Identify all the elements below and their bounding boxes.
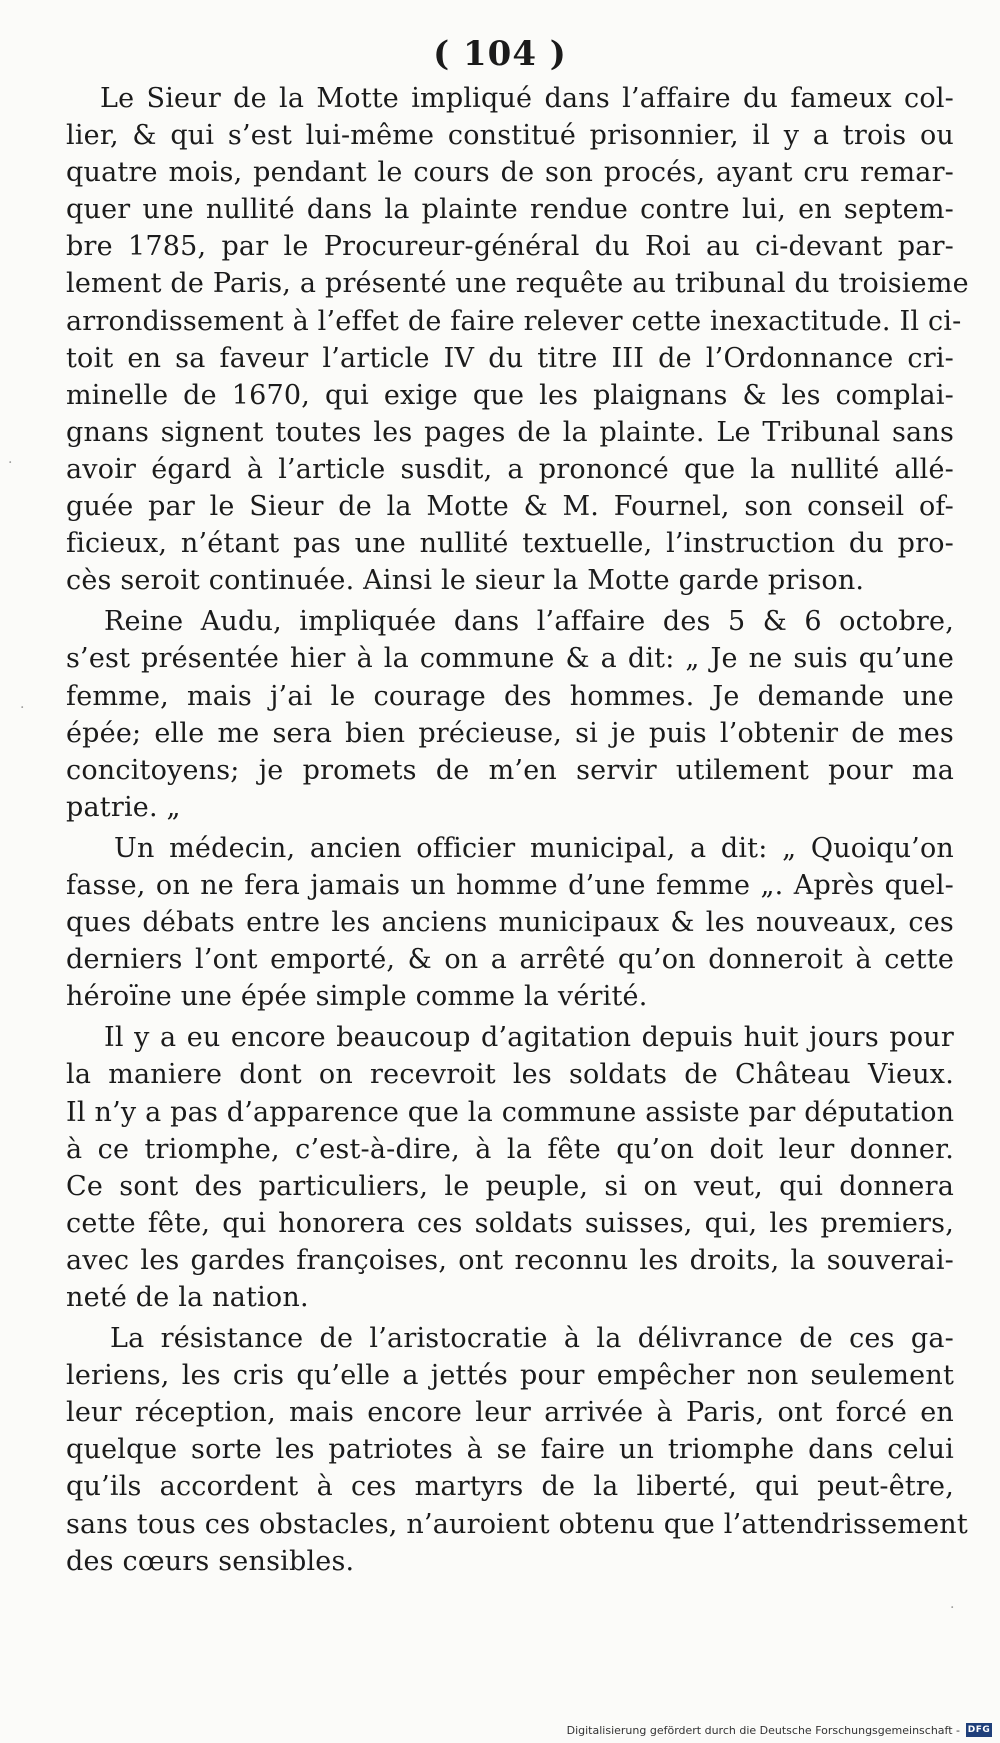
text-line: ficieux, n’étant pas une nullité textuelle, l’instruction du pro-	[66, 528, 954, 560]
scan-speck: ·	[20, 700, 25, 716]
text-line: gnans signent toutes les pages de la plainte. Le Tribunal sans	[66, 416, 954, 448]
scan-speck: ·	[950, 1600, 955, 1616]
text-line: arrondissement à l’effet de faire relever cette inexactitude. Il ci-	[66, 305, 962, 337]
paragraph-1	[66, 80, 969, 599]
text-line: sans tous ces obstacles, n’auroient obtenu que l’attendrissement	[66, 1508, 968, 1540]
paragraph-2	[66, 603, 954, 826]
text-line: des cœurs sensibles.	[66, 1545, 355, 1577]
page-number: ( 104 )	[433, 34, 567, 74]
text-line: la maniere dont on recevroit les soldats de Château Vieux.	[66, 1059, 954, 1091]
paragraph-3	[66, 830, 954, 1015]
text-line: à ce triomphe, c’est-à-dire, à la fête qu’on doit leur donner.	[66, 1133, 954, 1165]
text-line: Un médecin, ancien officier municipal, a dit: „ Quoiqu’on	[114, 832, 954, 864]
text-line: cette fête, qui honorera ces soldats suisses, qui, les premiers,	[66, 1207, 954, 1239]
text-line: neté de la nation.	[66, 1282, 309, 1313]
text-line: toit en sa faveur l’article IV du titre III de l’Ordonnance cri-	[66, 342, 954, 374]
text-line: leur réception, mais encore leur arrivée à Paris, ont forcé en	[66, 1397, 954, 1429]
text-line: derniers l’ont emporté, & on a arrêté qu’on donneroit à cette	[66, 944, 954, 976]
text-line: bre 1785, par le Procureur-général du Roi au ci-devant par-	[66, 231, 954, 263]
text-line: patrie. „	[66, 791, 181, 823]
dfg-logo-icon: DFG	[967, 1725, 991, 1735]
text-line: avec les gardes françoises, ont reconnu les droits, la souverai-	[66, 1244, 954, 1276]
text-line: Reine Audu, impliquée dans l’affaire des 5 & 6 octobre,	[104, 606, 954, 638]
text-line: cès seroit continuée. Ainsi le sieur la Motte garde prison.	[66, 565, 865, 597]
text-line: La résistance de l’aristocratie à la délivrance de ces ga-	[110, 1323, 954, 1355]
text-line: concitoyens; je promets de m’en servir utilement pour ma	[66, 754, 954, 786]
digitization-footer	[567, 1723, 992, 1737]
text-line: quatre mois, pendant le cours de son procés, ayant cru remar-	[66, 157, 954, 189]
text-line: femme, mais j’ai le courage des hommes. Je demande une	[66, 680, 954, 712]
text-line: ques débats entre les anciens municipaux & les nouveaux, ces	[66, 907, 954, 939]
paragraph-5	[66, 1320, 968, 1580]
text-line: héroïne une épée simple comme la vérité.	[66, 981, 648, 1013]
text-line: lier, & qui s’est lui-même constitué prisonnier, il y a trois ou	[66, 120, 954, 152]
text-line: qu’ils accordent à ces martyrs de la liberté, qui peut-être,	[66, 1471, 954, 1503]
text-line: quelque sorte les patriotes à se faire un triomphe dans celui	[66, 1434, 954, 1466]
text-line: Il n’y a pas d’apparence que la commune assiste par députation	[66, 1096, 955, 1128]
text-line: épée; elle me sera bien précieuse, si je puis l’obtenir de mes	[66, 717, 954, 749]
text-line: minelle de 1670, qui exige que les plaignans & les complai-	[66, 379, 954, 411]
paragraph-4	[66, 1019, 954, 1316]
footer-credit: Digitalisierung gefördert durch die Deutsche Forschungsgemeinschaft -	[566, 1723, 960, 1737]
text-line: guée par le Sieur de la Motte & M. Fournel, son conseil of-	[66, 491, 954, 523]
text-line: Ce sont des particuliers, le peuple, si on veut, qui donnera	[66, 1170, 954, 1202]
text-line: quer une nullité dans la plainte rendue contre lui, en septem-	[66, 194, 954, 226]
text-line: Le Sieur de la Motte impliqué dans l’affaire du fameux col-	[100, 83, 954, 114]
text-line: lement de Paris, a présenté une requête au tribunal du troisieme	[66, 268, 969, 300]
text-line: s’est présentée hier à la commune & a dit: „ Je ne suis qu’une	[66, 643, 954, 675]
scan-speck: ·	[8, 455, 13, 471]
text-line: fasse, on ne fera jamais un homme d’une femme „. Après quel-	[66, 869, 954, 901]
text-line: Il y a eu encore beaucoup d’agitation depuis huit jours pour	[104, 1022, 954, 1054]
text-line: avoir égard à l’article susdit, a prononcé que la nullité allé-	[66, 453, 954, 485]
body-text	[66, 80, 969, 1580]
text-line: leriens, les cris qu’elle a jettés pour empêcher non seulement	[66, 1360, 954, 1392]
